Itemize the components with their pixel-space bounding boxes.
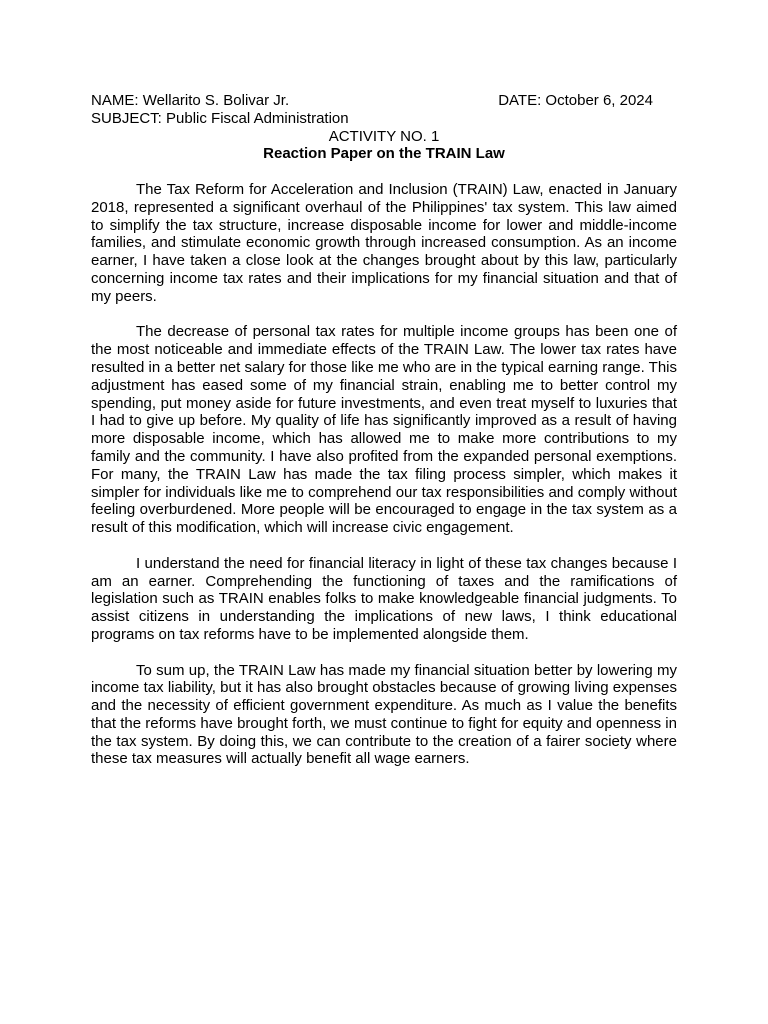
paragraph: I understand the need for financial literacy in light of these tax changes because I am an earner. Comprehending the functioning of taxes and the ramifications of legislation such as TRAIN enables folks to make knowledgeable financial judgments. To assist citizens in understanding the implications of new laws, I think educational programs on tax reforms have to be implemented alongside them. bbox=[91, 554, 677, 643]
subject-value: Public Fiscal Administration bbox=[166, 109, 349, 127]
paragraph: The Tax Reform for Acceleration and Inclusion (TRAIN) Law, enacted in January 2018, represented a significant overhaul of the Philippines' tax system. This law aimed to simplify the tax structure, increase disposable income for lower and middle-income families, and stimulate economic growth through increased consumption. As an income earner, I have taken a close look at the changes brought about by this law, particularly concerning income tax rates and their implications for my financial situation and that of my peers. bbox=[91, 180, 677, 305]
name-label: NAME: bbox=[91, 92, 139, 109]
date-label: DATE: bbox=[498, 92, 542, 109]
subject-label: SUBJECT: bbox=[91, 109, 162, 127]
document-page bbox=[91, 92, 677, 768]
paper-title: Reaction Paper on the TRAIN Law bbox=[263, 145, 505, 163]
header-row bbox=[91, 92, 677, 110]
body-text bbox=[91, 181, 677, 768]
subject-field bbox=[91, 110, 677, 128]
date-value: October 6, 2024 bbox=[545, 92, 653, 109]
paragraph: To sum up, the TRAIN Law has made my financial situation better by lowering my income tax liability, but it has also brought obstacles because of growing living expenses and the necessity of efficient government expenditure. As much as I value the benefits that the reforms have brought forth, we must continue to fight for equity and openness in the tax system. By doing this, we can contribute to the creation of a fairer society where these tax measures will actually benefit all wage earners. bbox=[91, 661, 677, 768]
paragraph: The decrease of personal tax rates for multiple income groups has been one of the most noticeable and immediate effects of the TRAIN Law. The lower tax rates have resulted in a better net salary for those like me who are in the typical earning range. This adjustment has eased some of my financial strain, enabling me to better control my spending, put money aside for future investments, and even treat myself to luxuries that I had to give up before. My quality of life has significantly improved as a result of having more disposable income, which has allowed me to make more contributions to my family and the community. I have also profited from the expanded personal exemptions. For many, the TRAIN Law has made the tax filing process simpler, which makes it simpler for individuals like me to comprehend our tax responsibilities and comply without feeling overburdened. More people will be encouraged to engage in the tax system as a result of this modification, which will increase civic engagement. bbox=[91, 323, 677, 537]
name-field bbox=[91, 92, 289, 110]
name-value: Wellarito S. Bolivar Jr. bbox=[142, 92, 290, 109]
activity-number: ACTIVITY NO. 1 bbox=[328, 127, 440, 145]
date-field bbox=[498, 92, 653, 110]
